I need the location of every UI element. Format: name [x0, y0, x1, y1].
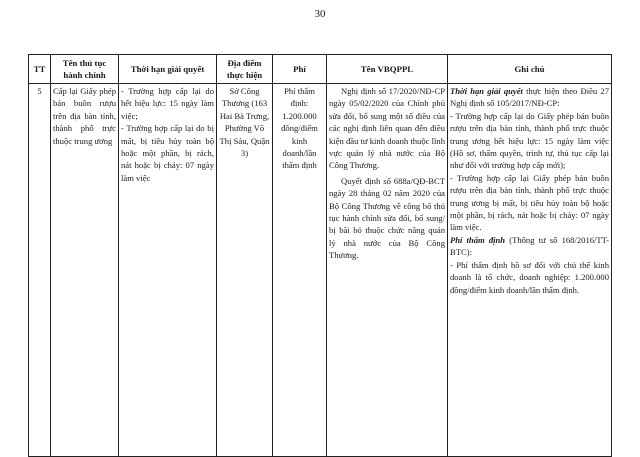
notes-deadline-intro — [450, 85, 609, 110]
page-number: 30 — [314, 8, 326, 20]
notes-fee-intro — [450, 234, 609, 259]
notes-deadline-item: - Trường hợp cấp lại do Giấy phép bán buôn rượu trên địa bàn tỉnh, thành phố trực thuộc trung ương hết hiệu lực: 15 ngày làm việc (Hồ sơ, thẩm quyền, trình tự, thủ tục cấp lại như đối với trường hợp cấp mới); — [450, 110, 609, 171]
header-notes: Ghi chú — [448, 55, 612, 84]
header-place: Địa điểm thực hiện — [217, 55, 273, 84]
notes-fee-intro-text: (Thông tư số 168/2016/TT-BTC): — [450, 234, 609, 258]
header-tt: TT — [29, 55, 51, 84]
table-row — [29, 84, 612, 457]
header-time-limit: Thời hạn giải quyết — [119, 55, 217, 84]
header-fee: Phí — [273, 55, 327, 84]
notes-fee-item: - Phí thẩm định hồ sơ đối với chủ thể kinh doanh là tổ chức, doanh nghiệp: 1.200.000 đồng/điểm kinh doanh/lần thẩm định. — [450, 259, 609, 295]
cell-fee: Phí thẩm định: 1.200.000 đồng/điểm kinh doanh/lần thẩm định — [273, 84, 327, 457]
cell-notes — [448, 84, 612, 457]
time-limit-item: - Trường hợp cấp lại do bị mất, bị tiêu hủy toàn bộ hoặc một phần, bị rách, nát hoặc bị cháy: 07 ngày làm việc — [121, 123, 214, 183]
notes-deadline-item: - Trường hợp cấp lại Giấy phép bán buôn rượu trên địa bàn tỉnh, thành phố trực thuộc trung ương bị mất, bị tiêu hủy toàn bộ hoặc một phần, bị rách, nát hoặc bị cháy: 07 ngày làm việc. — [450, 172, 609, 233]
cell-legal-docs — [327, 84, 448, 457]
header-legal-docs: Tên VBQPPL — [327, 55, 448, 84]
cell-procedure-name: Cấp lại Giấy phép bán buôn rượu trên địa bàn tỉnh, thành phố trực thuộc trung ương — [51, 84, 119, 457]
notes-deadline-intro-text: thực hiện theo Điều 27 Nghị định số 105/2017/NĐ-CP: — [450, 86, 609, 109]
cell-tt: 5 — [29, 84, 51, 457]
legal-doc-paragraph: Quyết định số 688a/QĐ-BCT ngày 28 tháng 02 năm 2020 của Bộ Công Thương về công bố thủ tục hành chính sửa đổi, bổ sung/ bị bãi bỏ thuộc chức năng quản lý nhà nước của Bộ Công Thương. — [329, 175, 445, 261]
legal-doc-paragraph: Nghị định số 17/2020/NĐ-CP ngày 05/02/2020 của Chính phủ sửa đổi, bổ sung một số điều của các nghị định liên quan đến điều kiện đầu tư kinh doanh thuộc lĩnh vực quản lý nhà nước của Bộ Công Thương. — [329, 86, 445, 171]
time-limit-item: - Trường hợp cấp lại do hết hiệu lực: 15 ngày làm việc; — [121, 86, 214, 121]
table-header-row — [29, 55, 612, 84]
procedure-table — [28, 54, 612, 457]
cell-time-limit — [119, 84, 217, 457]
cell-place: Sở Công Thương (163 Hai Bà Trưng, Phường Võ Thị Sáu, Quận 3) — [217, 84, 273, 457]
notes-fee-heading: Phí thẩm định — [450, 234, 506, 245]
header-procedure: Tên thủ tục hành chính — [51, 55, 119, 84]
notes-deadline-heading: Thời hạn giải quyết — [450, 86, 523, 96]
